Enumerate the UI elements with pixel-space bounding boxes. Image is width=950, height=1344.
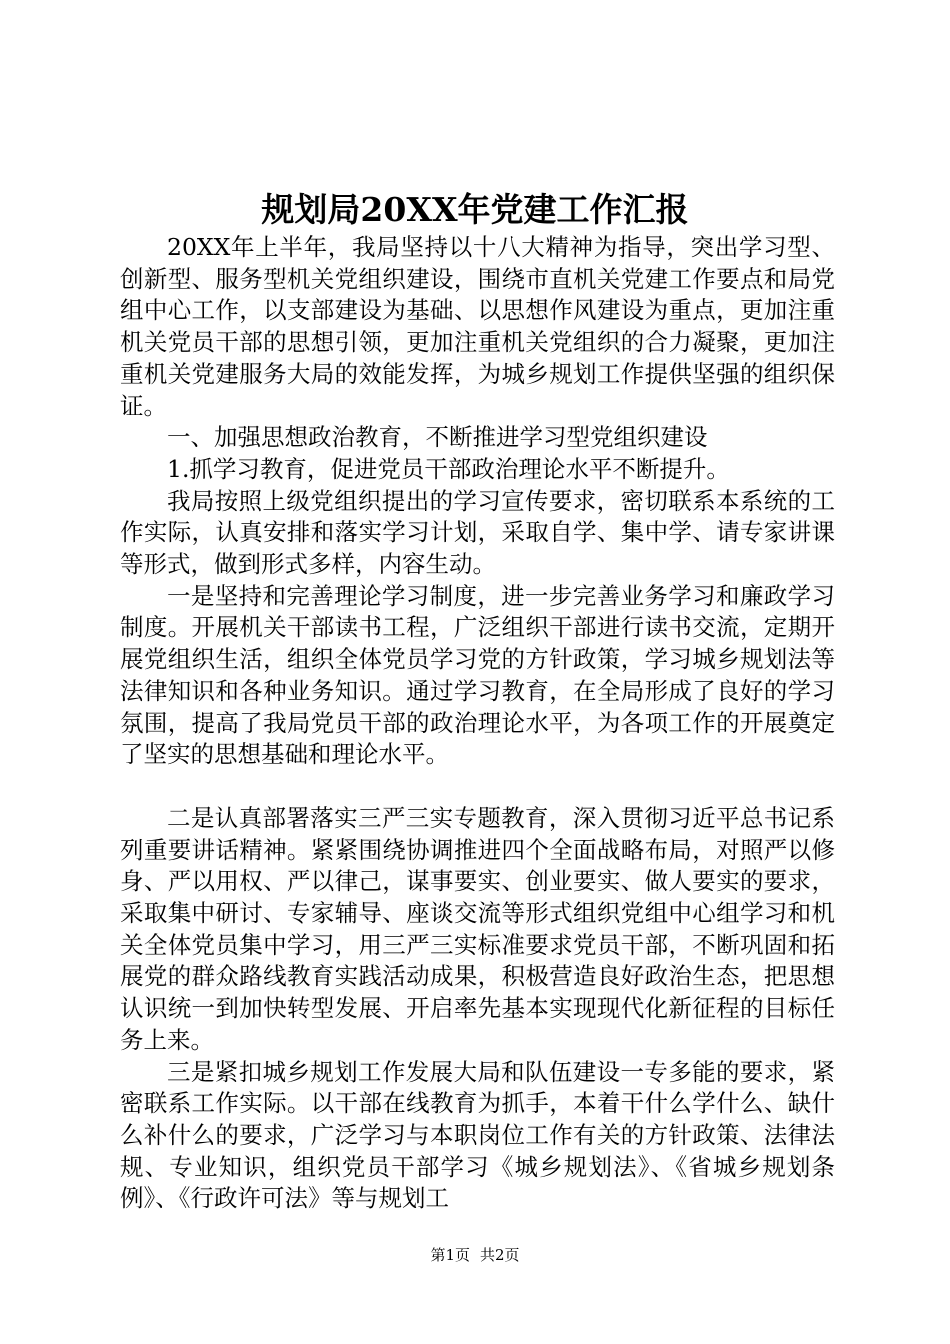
paragraph-point-one: 一是坚持和完善理论学习制度，进一步完善业务学习和廉政学习制度。开展机关干部读书工程，广泛组织干部进行读书交流，定期开展党组织生活，组织全体党员学习党的方针政策，学习城乡规划法等法律知识和各种业务知识。通过学习教育，在全局形成了良好的学习氛围，提高了我局党员干部的政治理论水平，为各项工作的开展奠定了坚实的思想基础和理论水平。: [120, 581, 835, 769]
paragraph-point-three: 三是紧扣城乡规划工作发展大局和队伍建设一专多能的要求，紧密联系工作实际。以干部在线教育为抓手，本着干什么学什么、缺什么补什么的要求，广泛学习与本职岗位工作有关的方针政策、法律法规、专业知识，组织党员干部学习《城乡规划法》、《省城乡规划条例》、《行政许可法》等与规划工: [120, 1057, 835, 1213]
page-total: 共2页: [480, 1246, 520, 1264]
paragraph-study-requirements: 我局按照上级党组织提出的学习宣传要求，密切联系本系统的工作实际，认真安排和落实学习计划，采取自学、集中学、请专家讲课等形式，做到形式多样，内容生动。: [120, 486, 835, 579]
subsection-heading-1-1: 1.抓学习教育，促进党员干部政治理论水平不断提升。: [167, 454, 730, 483]
paragraph-intro: 20XX年上半年，我局坚持以十八大精神为指导，突出学习型、创新型、服务型机关党组织建设，围绕市直机关党建工作要点和局党组中心工作，以支部建设为基础、以思想作风建设为重点，更加注重机关党员干部的思想引领，更加注重机关党组织的合力凝聚，更加注重机关党建服务大局的效能发挥，为城乡规划工作提供坚强的组织保证。: [120, 233, 835, 420]
document-title: 规划局20XX年党建工作汇报: [261, 190, 689, 229]
page-footer: [0, 1245, 950, 1265]
document-body: [120, 232, 835, 1215]
page-number: 第1页: [430, 1246, 470, 1264]
section-heading-1: 一、加强思想政治教育，不断推进学习型党组织建设: [167, 423, 708, 452]
paragraph-point-two: 二是认真部署落实三严三实专题教育，深入贯彻习近平总书记系列重要讲话精神。紧紧围绕协调推进四个全面战略布局，对照严以修身、严以用权、严以律己，谋事要实、创业要实、做人要实的要求，采取集中研讨、专家辅导、座谈交流等形式组织党组中心组学习和机关全体党员集中学习，用三严三实标准要求党员干部，不断巩固和拓展党的群众路线教育实践活动成果，积极营造良好政治生态，把思想认识统一到加快转型发展、开启率先基本实现现代化新征程的目标任务上来。: [120, 803, 835, 1054]
